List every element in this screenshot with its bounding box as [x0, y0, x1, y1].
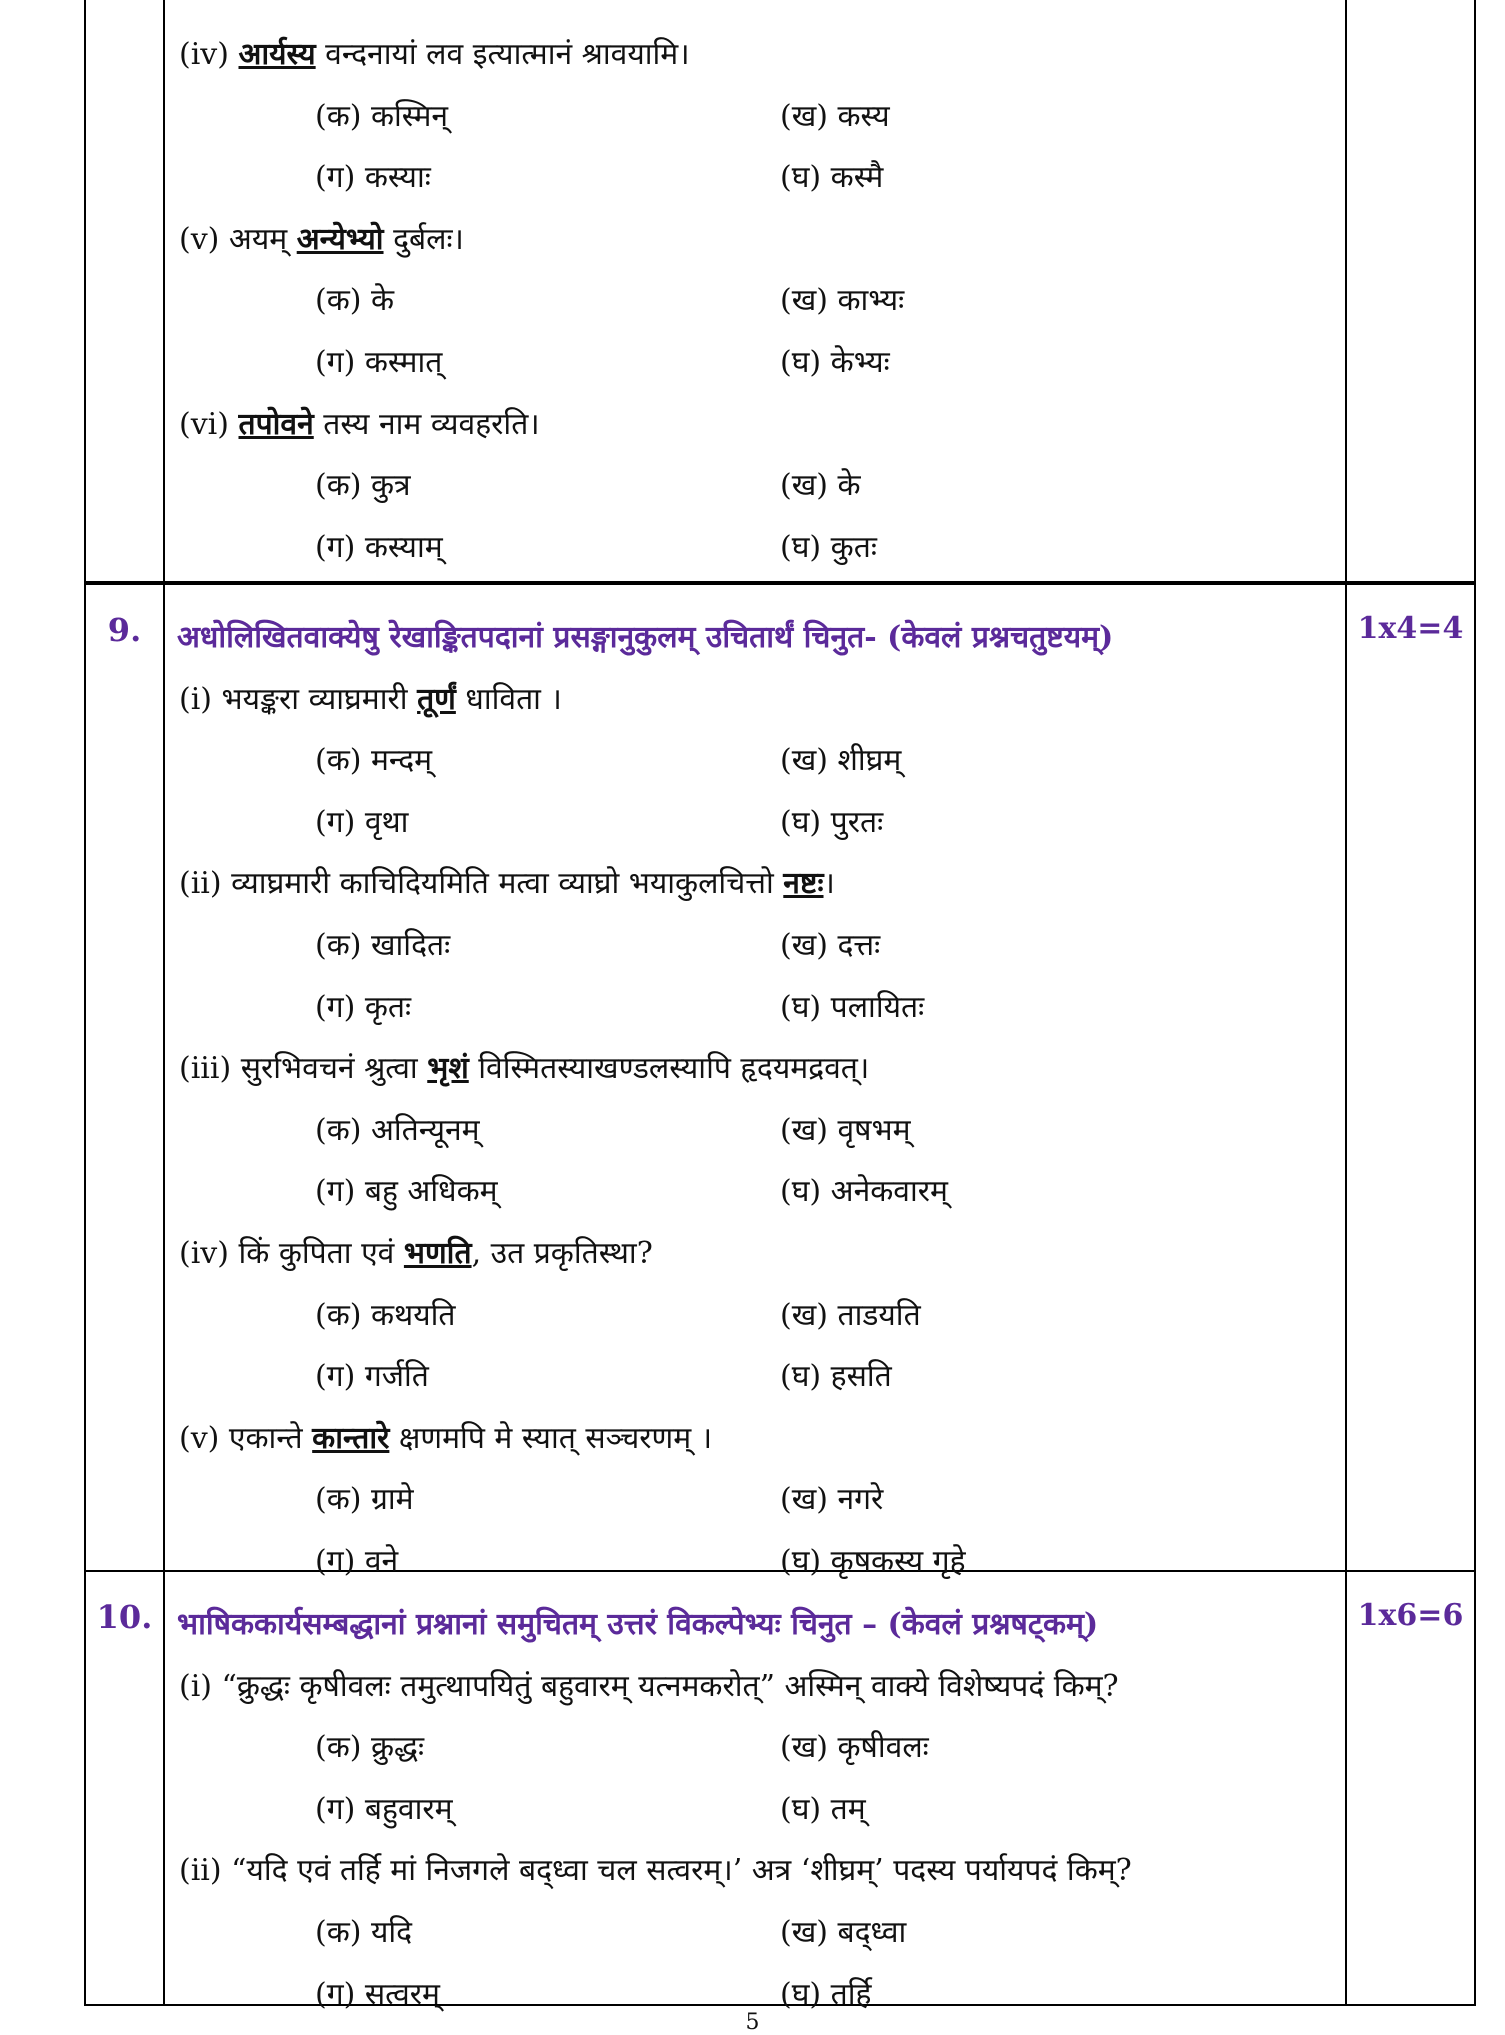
- sub-question-text: [229, 37, 239, 72]
- option: (ग) कस्मात्: [315, 344, 443, 380]
- sub-question-label: (v): [179, 221, 220, 257]
- marks: 1x6=6: [1357, 1598, 1464, 1633]
- option: (ग) बहुवारम्: [315, 1791, 453, 1827]
- option: (घ) हसति: [780, 1359, 892, 1395]
- underlined-word: अन्येभ्यो: [296, 221, 384, 257]
- sub-question-text: वन्दनायां लव इत्यात्मानं श्रावयामि।: [315, 37, 690, 72]
- sub-question-label: (iv): [179, 37, 229, 72]
- question-row: [86, 583, 1474, 1579]
- underlined-word: तूर्णं: [417, 681, 456, 717]
- question-heading: भाषिककार्यसम्बद्धानां प्रश्नानां समुचितम् उत्तरं विकल्पेभ्यः चिनुत – (केवलं प्रश्नषट्कम्): [177, 1607, 1099, 1642]
- sub-question-label: (iii): [179, 1051, 232, 1087]
- option: (घ) कस्मै: [780, 160, 884, 196]
- sub-question-text: धाविता ।: [455, 681, 562, 717]
- option: (ग) कस्याः: [315, 160, 431, 196]
- option-line: [165, 1902, 1345, 1964]
- sub-question: [165, 1408, 1345, 1470]
- question-body: [165, 585, 1347, 1579]
- sub-question-label: (ii): [179, 1853, 222, 1889]
- sub-question: [165, 1223, 1345, 1285]
- sub-question-label: (v): [179, 1420, 220, 1456]
- option: (घ) केभ्यः: [780, 344, 890, 380]
- option-line: [165, 915, 1345, 977]
- option-line: [165, 792, 1345, 854]
- question-body: [165, 1572, 1347, 2012]
- option-line: [165, 270, 1345, 332]
- sub-question-text: [229, 407, 239, 442]
- option: (क) अतिन्यूनम्: [315, 1112, 480, 1148]
- option: (ख) दत्तः: [780, 927, 881, 963]
- underlined-word: भृशं: [427, 1051, 469, 1087]
- sub-question-text: तस्य नाम व्यवहरति।: [313, 406, 540, 442]
- option-line: [165, 86, 1345, 148]
- option: (ग) सत्वरम्: [315, 1976, 440, 2012]
- sub-question: [165, 853, 1345, 915]
- option-line: [165, 517, 1345, 579]
- marks: 1x4=4: [1357, 611, 1464, 646]
- sub-question-text: अयम्: [219, 221, 297, 257]
- option: (ग) वने: [315, 1543, 399, 1579]
- sub-question-text: व्याघ्रमारी काचिदियमिति मत्वा व्याघ्रो भयाकुलचित्तो: [221, 866, 784, 902]
- sub-question-text: विस्मितस्याखण्डलस्यापि हृदयमद्रवत्।: [468, 1051, 870, 1087]
- sub-question-text: भयङ्करा व्याघ्रमारी: [212, 681, 418, 717]
- option: (क) कथयति: [315, 1297, 456, 1333]
- option: (ग) वृथा: [315, 804, 409, 840]
- underlined-word: आर्यस्य: [238, 37, 316, 72]
- option: (घ) तर्हि: [780, 1976, 872, 2012]
- option-line: [165, 1161, 1345, 1223]
- sub-question: [165, 24, 1345, 86]
- option: (घ) कुतः: [780, 529, 877, 565]
- underlined-word: भणति: [403, 1235, 472, 1271]
- option: (ख) कस्य: [780, 98, 890, 134]
- option-line: [165, 1346, 1345, 1408]
- question-heading: अधोलिखितवाक्येषु रेखाङ्कितपदानां प्रसङ्गानुकुलम् उचितार्थं चिनुत- (केवलं प्रश्नचतुष्टयम्): [177, 620, 1114, 655]
- sub-question-text: दुर्बलः।: [383, 221, 464, 257]
- option: (क) क्रुद्धः: [315, 1730, 425, 1766]
- option-line: [165, 455, 1345, 517]
- option-line: [165, 147, 1345, 209]
- sub-question-label: (i): [179, 1668, 213, 1704]
- option: (ख) ताडयति: [780, 1297, 921, 1333]
- question-table: [84, 0, 1476, 2012]
- option-line: [165, 332, 1345, 394]
- option: (ख) शीघ्रम्: [780, 743, 902, 779]
- option: (ख) काभ्यः: [780, 283, 905, 319]
- underlined-word: नष्टः: [783, 866, 824, 902]
- question-body: [165, 0, 1347, 581]
- option: (ख) वृषभम्: [780, 1112, 911, 1148]
- option-line: [165, 1531, 1345, 1593]
- sub-question-text: एकान्ते: [219, 1420, 313, 1456]
- question-number: 10.: [86, 1572, 165, 2004]
- option-line: [165, 1717, 1345, 1779]
- question-row: [86, 1572, 1474, 2012]
- option-line: [165, 1779, 1345, 1841]
- sub-question-label: (iv): [179, 1235, 229, 1271]
- sub-question-text: , उत प्रकृतिस्था?: [471, 1235, 653, 1271]
- option: (घ) कृषकस्य गृहे: [780, 1543, 966, 1579]
- option: (क) कुत्र: [315, 468, 411, 504]
- question-number: 9.: [86, 585, 165, 1570]
- sub-question: [165, 209, 1345, 271]
- option: (ख) बद्ध्वा: [780, 1914, 907, 1950]
- option: (ग) गर्जति: [315, 1359, 429, 1395]
- option-line: [165, 730, 1345, 792]
- option: (क) यदि: [315, 1914, 413, 1950]
- sub-question: [165, 1656, 1345, 1718]
- option-line: [165, 1285, 1345, 1347]
- sub-question-text: क्षणमपि मे स्यात् सञ्चरणम् ।: [389, 1420, 713, 1456]
- option: (ग) कस्याम्: [315, 529, 443, 565]
- option: (क) खादितः: [315, 927, 451, 963]
- marks: [1347, 0, 1474, 581]
- sub-question-label: (i): [179, 681, 213, 717]
- underlined-word: तपोवने: [238, 406, 314, 442]
- option: (ग) कृतः: [315, 989, 412, 1025]
- sub-question: [165, 669, 1345, 731]
- sub-question-text: सुरभिवचनं श्रुत्वा: [231, 1051, 428, 1087]
- option: (ख) के: [780, 468, 861, 504]
- sub-question-label: (vi): [179, 406, 229, 442]
- option-line: [165, 1100, 1345, 1162]
- option: (क) कस्मिन्: [315, 98, 449, 134]
- option: (घ) पुरतः: [780, 804, 884, 840]
- option: (ग) बहु अधिकम्: [315, 1174, 498, 1210]
- option-line: [165, 977, 1345, 1039]
- sub-question-text: किं कुपिता एवं: [228, 1235, 404, 1271]
- question-number: [86, 0, 165, 581]
- question-row: [86, 0, 1474, 583]
- sub-question-text: ।: [823, 866, 835, 902]
- option: (क) मन्दम्: [315, 743, 433, 779]
- sub-question: [165, 1038, 1345, 1100]
- sub-question: [165, 1840, 1345, 1902]
- sub-question-text: “क्रुद्धः कृषीवलः तमुत्थापयितुं बहुवारम् यत्नमकरोत्” अस्मिन् वाक्ये विशेष्यपदं किम्?: [212, 1668, 1119, 1704]
- sub-question-label: (ii): [179, 866, 222, 902]
- underlined-word: कान्तारे: [312, 1420, 390, 1456]
- option-line: [165, 1469, 1345, 1531]
- option: (घ) पलायितः: [780, 989, 925, 1025]
- option: (क) ग्रामे: [315, 1482, 414, 1518]
- option: (ख) कृषीवलः: [780, 1730, 929, 1766]
- option: (घ) अनेकवारम्: [780, 1174, 948, 1210]
- option: (घ) तम्: [780, 1791, 866, 1827]
- option: (ख) नगरे: [780, 1482, 884, 1518]
- page-number: 5: [745, 2010, 760, 2035]
- sub-question: [165, 394, 1345, 456]
- option: (क) के: [315, 283, 395, 319]
- sub-question-text: “यदि एवं तर्हि मां निजगले बद्ध्वा चल सत्वरम्।’ अत्र ‘शीघ्रम्’ पदस्य पर्यायपदं किम्?: [221, 1853, 1132, 1889]
